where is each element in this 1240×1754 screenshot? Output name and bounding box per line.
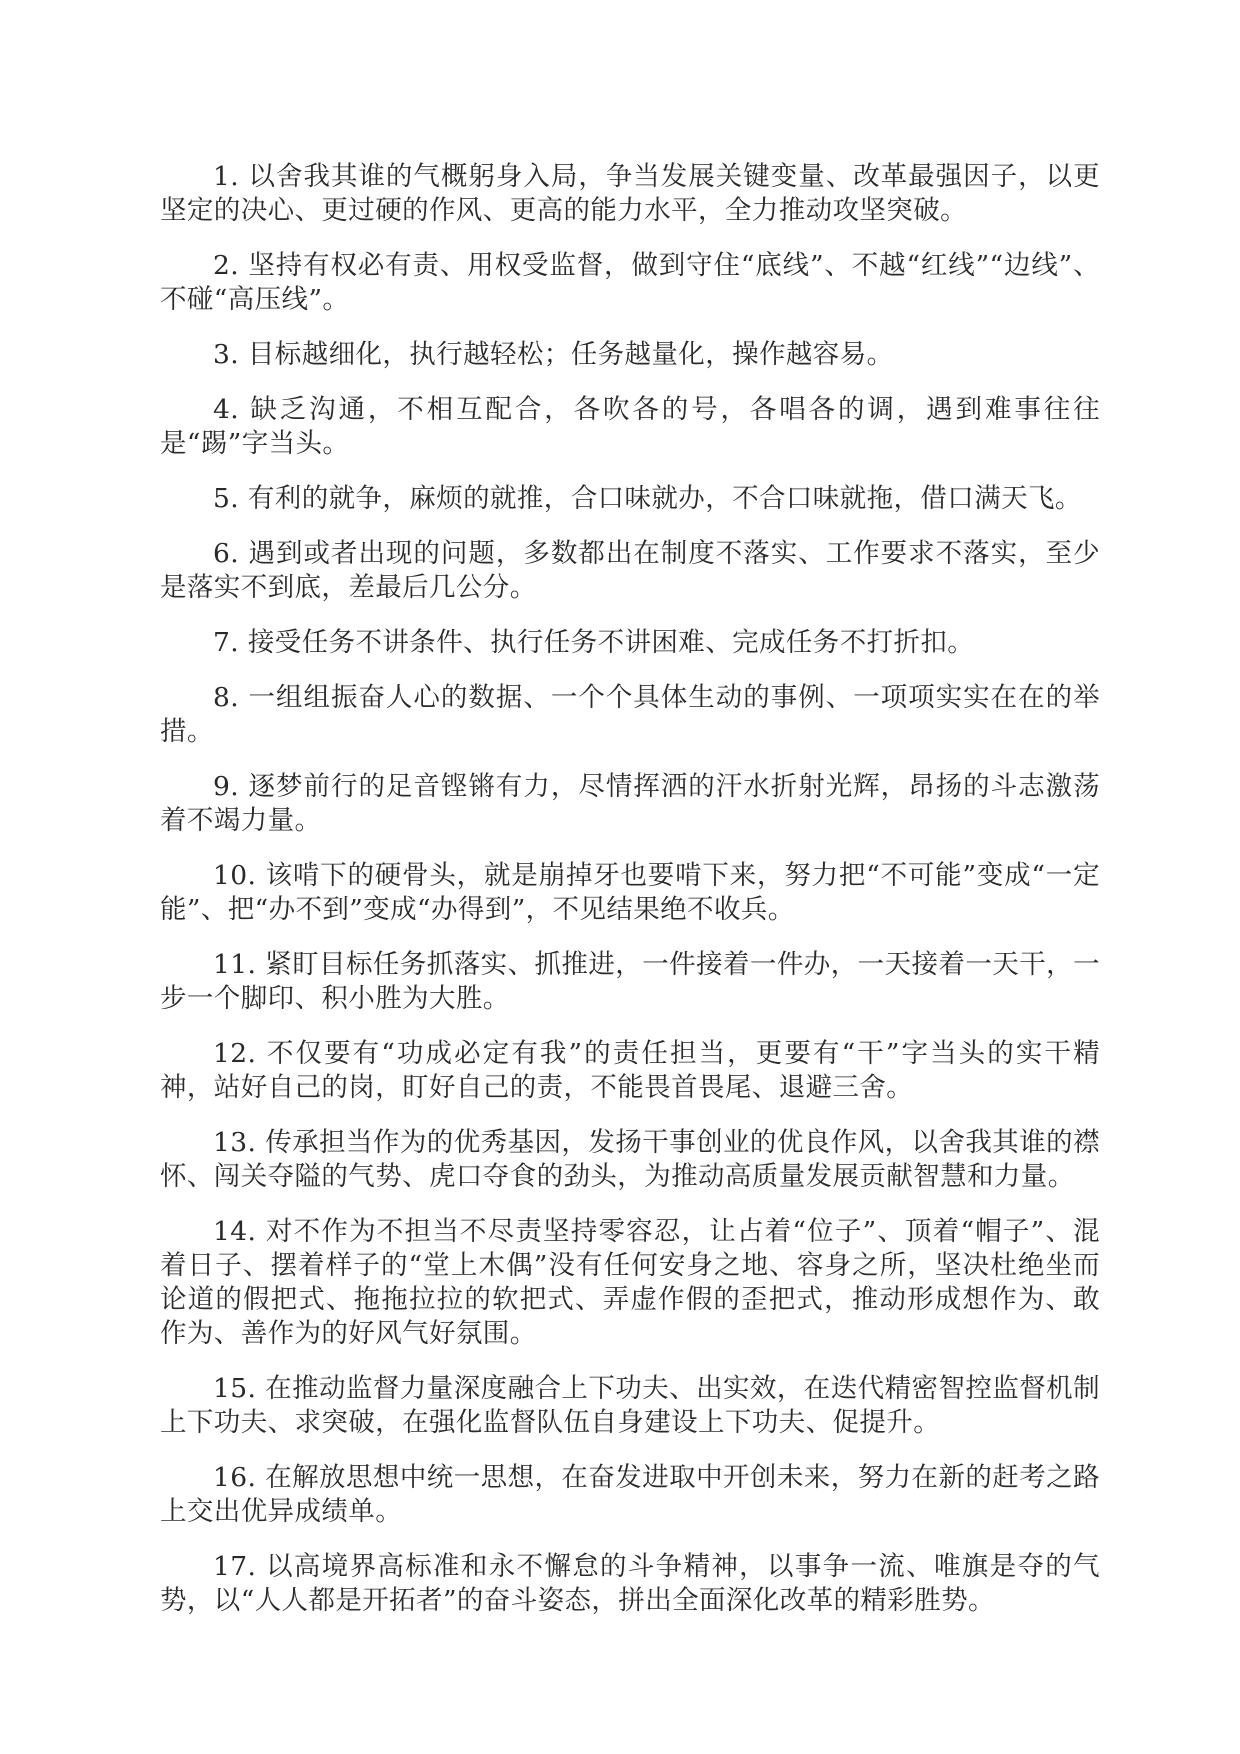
paragraph-10: 10. 该啃下的硬骨头，就是崩掉牙也要啃下来，努力把“不可能”变成“一定能”、把“办不到”变成“办得到”，不见结果绝不收兵。 [160,860,1100,925]
paragraph-3: 3. 目标越细化，执行越轻松；任务越量化，操作越容易。 [213,339,894,370]
paragraph-15: 15. 在推动监督力量深度融合上下功夫、出实效，在迭代精密智控监督机制上下功夫、求突破，在强化监督队伍自身建设上下功夫、促提升。 [160,1373,1100,1438]
paragraph-9: 9. 逐梦前行的足音铿锵有力，尽情挥洒的汗水折射光辉，昂扬的斗志激荡着不竭力量。 [160,771,1100,836]
paragraph-2: 2. 坚持有权必有责、用权受监督，做到守住“底线”、不越“红线”“边线”、不碰“高压线”。 [160,250,1100,315]
paragraph-8: 8. 一组组振奋人心的数据、一个个具体生动的事例、一项项实实在在的举措。 [160,682,1100,747]
paragraph-17: 17. 以高境界高标准和永不懈怠的斗争精神，以事争一流、唯旗是夺的气势，以“人人都是开拓者”的奋斗姿态，拼出全面深化改革的精彩胜势。 [160,1551,1100,1616]
paragraph-12: 12. 不仅要有“功成必定有我”的责任担当，更要有“干”字当头的实干精神，站好自己的岗，盯好自己的责，不能畏首畏尾、退避三舍。 [160,1038,1100,1103]
paragraph-7: 7. 接受任务不讲条件、执行任务不讲困难、完成任务不打折扣。 [213,627,975,658]
document-body [160,160,1100,1639]
paragraph-13: 13. 传承担当作为的优秀基因，发扬干事创业的优良作风，以舍我其谁的襟怀、闯关夺隘的气势、虎口夺食的劲头，为推动高质量发展贡献智慧和力量。 [160,1127,1100,1192]
paragraph-6: 6. 遇到或者出现的问题，多数都出在制度不落实、工作要求不落实，至少是落实不到底，差最后几公分。 [160,538,1100,603]
paragraph-11: 11. 紧盯目标任务抓落实、抓推进，一件接着一件办，一天接着一天干，一步一个脚印、积小胜为大胜。 [160,949,1100,1014]
paragraph-5: 5. 有利的就争，麻烦的就推，合口味就办，不合口味就拖，借口满天飞。 [213,483,1082,514]
paragraph-16: 16. 在解放思想中统一思想，在奋发进取中开创未来，努力在新的赶考之路上交出优异成绩单。 [160,1462,1100,1527]
paragraph-14: 14. 对不作为不担当不尽责坚持零容忍，让占着“位子”、顶着“帽子”、混着日子、摆着样子的“堂上木偶”没有任何安身之地、容身之所，坚决杜绝坐而论道的假把式、拖拖拉拉的软把式、弄虚作假的歪把式，推动形成想作为、敢作为、善作为的好风气好氛围。 [160,1216,1100,1349]
paragraph-4: 4. 缺乏沟通，不相互配合，各吹各的号，各唱各的调，遇到难事往往是“踢”字当头。 [160,394,1100,459]
paragraph-1: 1. 以舍我其谁的气概躬身入局，争当发展关键变量、改革最强因子，以更坚定的决心、更过硬的作风、更高的能力水平，全力推动攻坚突破。 [160,161,1100,226]
